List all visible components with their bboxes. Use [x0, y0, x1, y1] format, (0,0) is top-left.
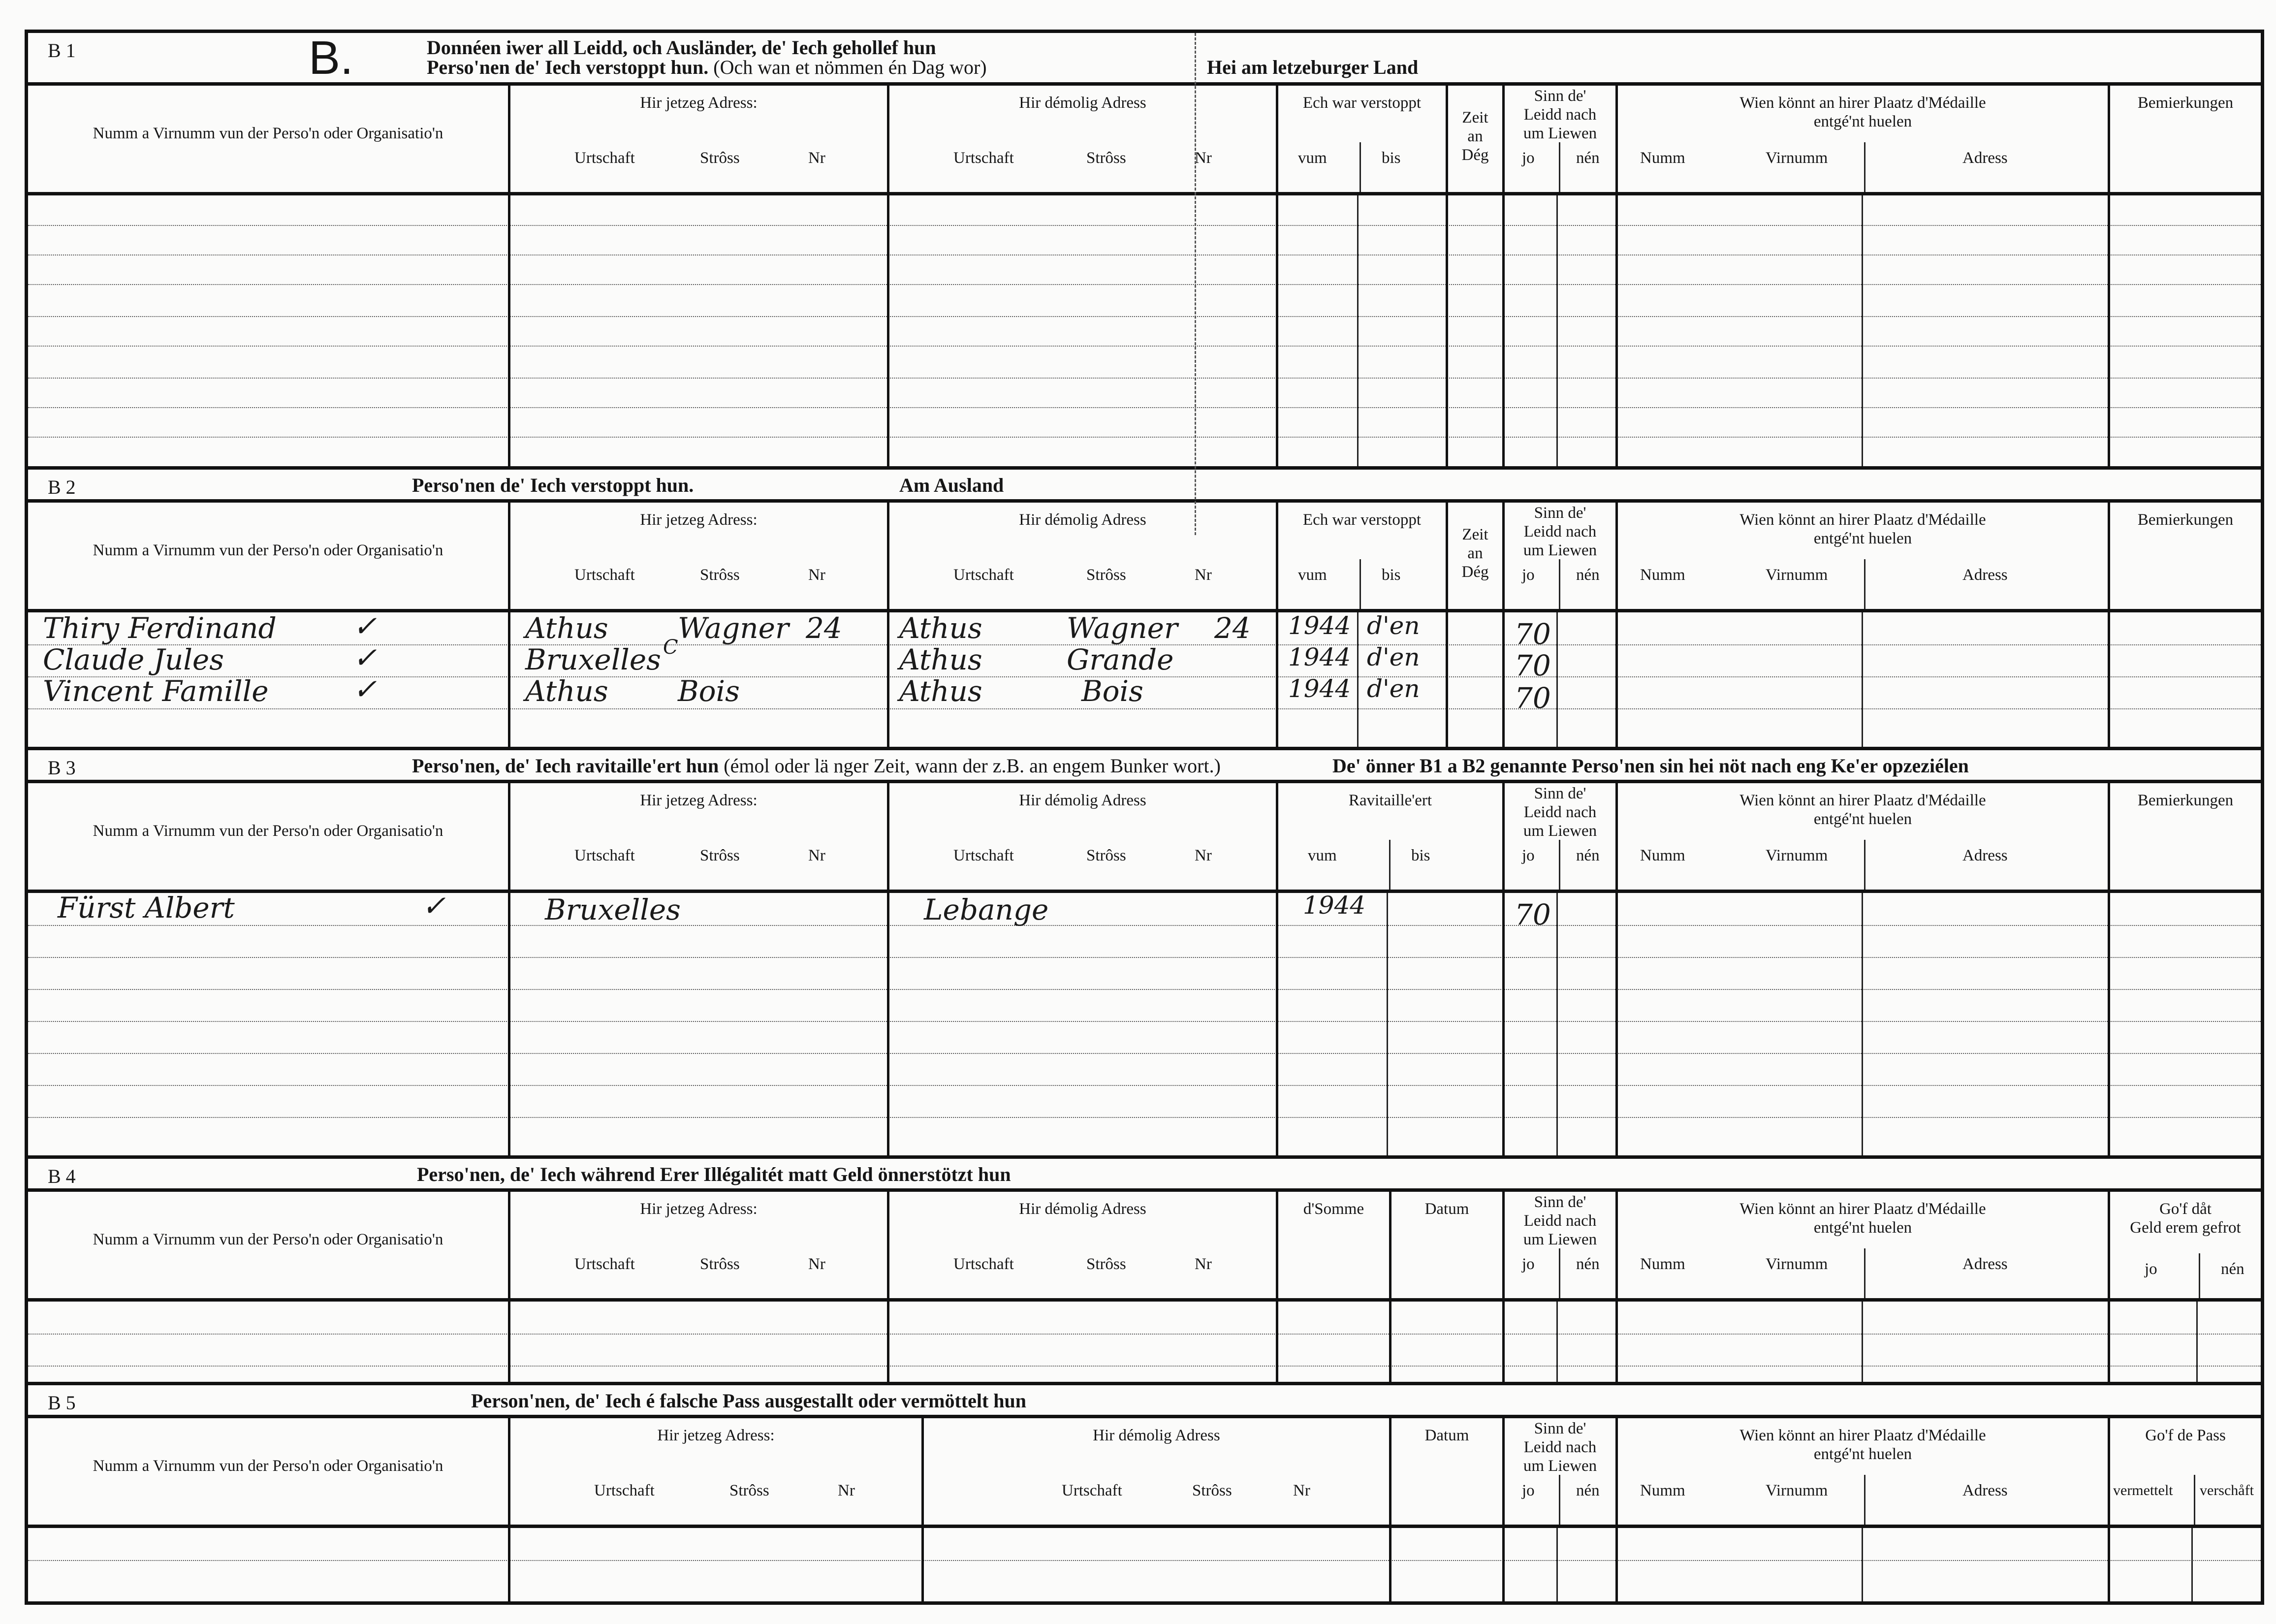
b1-h-medal2: entgé'nt huelen	[1813, 113, 1912, 130]
b2-row1-alive: 70	[1515, 617, 1551, 651]
b5-h-verschaft: verschåft	[2200, 1482, 2254, 1498]
b2-row2-name: Claude Jules	[43, 643, 224, 676]
b3-h-sinn2: Leidd nach	[1523, 803, 1597, 821]
b1-h-medal1: Wien könnt an hirer Plaatz d'Médaille	[1739, 94, 1986, 112]
b2-row2-to: d'en	[1367, 643, 1420, 671]
b4-rows	[28, 1302, 2261, 1385]
b2-row1-cur-street: Wagner	[678, 611, 789, 645]
b5-h-name: Numm a Virnumm vun der Perso'n oder Organisatio'n	[93, 1457, 443, 1475]
b5-h-adress: Adress	[1962, 1482, 2008, 1499]
b3-h-jo: jo	[1522, 847, 1535, 864]
b5-header	[28, 1415, 2261, 1528]
b3-row1-name: Fürst Albert	[58, 891, 235, 924]
b2-row2-prev-place: Athus	[899, 643, 982, 676]
b4-h-numm: Numm	[1640, 1255, 1685, 1273]
b4-h-cur-str: Strôss	[700, 1255, 740, 1273]
b4-h-geld-nen: nén	[2221, 1260, 2244, 1278]
section-b2-title: Perso'nen de' Iech verstoppt hun.	[412, 474, 694, 496]
b4-h-name: Numm a Virnumm vun der Perso'n oder Organisatio'n	[93, 1231, 443, 1248]
b3-h-medal2: entgé'nt huelen	[1813, 810, 1912, 828]
fold-line	[1195, 33, 1196, 535]
header-line1: Donnéen iwer all Leidd, och Ausländer, de' Iech gehollef hun	[427, 36, 936, 59]
b5-h-numm: Numm	[1640, 1482, 1685, 1499]
b2-row1-cur-nr: 24	[806, 611, 842, 645]
section-b3-title2: De' önner B1 a B2 genannte Perso'nen sin hei nöt nach eng Ke'er opzeziélen	[1332, 755, 1969, 777]
b1-h-jo: jo	[1522, 149, 1535, 167]
section-b4-title: Perso'nen, de' Iech während Erer Illégalitét matt Geld önnerstötzt hun	[417, 1163, 1011, 1185]
b2-h-cur-urt: Urtschaft	[574, 566, 635, 584]
b2-h-medal2: entgé'nt huelen	[1813, 530, 1912, 547]
b2-h-cur-nr: Nr	[808, 566, 825, 584]
b5-h-cur-str: Strôss	[729, 1482, 769, 1499]
b2-row1-cur-place: Athus	[525, 611, 608, 645]
b3-h-vum: vum	[1308, 847, 1337, 864]
b2-row3-prev-street: Bois	[1081, 674, 1143, 708]
b3-h-nen: nén	[1576, 847, 1600, 864]
b3-h-prev: Hir démolig Adress	[1019, 792, 1146, 809]
b3-row1-cur-place: Bruxelles	[545, 893, 681, 926]
b5-h-prev: Hir démolig Adress	[1093, 1427, 1220, 1444]
b1-h-cur-nr: Nr	[808, 149, 825, 167]
b2-row1-to: d'en	[1367, 611, 1420, 640]
b2-h-bemierk: Bemierkungen	[2137, 511, 2234, 529]
b3-h-sinn3: um Liewen	[1523, 822, 1597, 840]
b3-row1-prev-place: Lebange	[924, 893, 1049, 926]
b1-h-zeit2: an	[1467, 127, 1483, 145]
header-line2-bold: Perso'nen de' Iech verstoppt hun.	[427, 56, 709, 78]
b2-h-bis: bis	[1382, 566, 1401, 584]
b1-h-bis: bis	[1382, 149, 1401, 167]
b1-h-cur-urt: Urtschaft	[574, 149, 635, 167]
b4-h-medal2: entgé'nt huelen	[1813, 1219, 1912, 1237]
b5-h-prev-urt: Urtschaft	[1062, 1482, 1122, 1499]
b2-h-prev-str: Strôss	[1086, 566, 1126, 584]
b5-h-sinn1: Sinn de'	[1534, 1420, 1586, 1437]
section-b1-id: B 1	[48, 39, 76, 62]
section-b3	[28, 747, 2261, 1155]
b2-h-jo: jo	[1522, 566, 1535, 584]
b4-h-prev-nr: Nr	[1195, 1255, 1212, 1273]
b2-h-sinn3: um Liewen	[1523, 541, 1597, 559]
section-b4	[28, 1155, 2261, 1382]
b5-h-datum: Datum	[1424, 1427, 1469, 1444]
b4-h-sinn3: um Liewen	[1523, 1231, 1597, 1248]
b2-row3-cur-street: Bois	[678, 674, 740, 708]
b2-h-sinn2: Leidd nach	[1523, 523, 1597, 541]
b5-h-nen: nén	[1576, 1482, 1600, 1499]
b2-row1-prev-nr: 24	[1214, 611, 1251, 645]
b2-row3-check: ✓	[353, 672, 377, 706]
b1-header	[28, 82, 2261, 195]
b1-h-virnumm: Virnumm	[1766, 149, 1828, 167]
b1-h-prev-nr: Nr	[1195, 149, 1212, 167]
section-b5	[28, 1382, 2261, 1601]
b4-h-nen: nén	[1576, 1255, 1600, 1273]
b1-h-cur-str: Strôss	[700, 149, 740, 167]
b4-h-prev-str: Strôss	[1086, 1255, 1126, 1273]
b2-h-zeit3: Dég	[1461, 563, 1489, 581]
b2-row1-prev-place: Athus	[899, 611, 982, 645]
b3-h-ravit: Ravitaille'ert	[1348, 792, 1432, 809]
b2-h-cur: Hir jetzeg Adress:	[640, 511, 758, 529]
section-b2-title2: Am Ausland	[899, 474, 1004, 496]
b2-row3-name: Vincent Famille	[43, 674, 269, 708]
b5-h-vermettelt: vermettelt	[2113, 1482, 2173, 1498]
b3-row1-alive: 70	[1515, 898, 1551, 931]
b3-h-sinn1: Sinn de'	[1534, 785, 1586, 802]
b3-rows	[28, 889, 2261, 1159]
b5-h-medal2: entgé'nt huelen	[1813, 1445, 1912, 1463]
b5-h-cur-nr: Nr	[838, 1482, 855, 1499]
b3-h-cur: Hir jetzeg Adress:	[640, 792, 758, 809]
b2-h-zeit1: Zeit	[1462, 526, 1488, 543]
b1-h-sinn3: um Liewen	[1523, 125, 1597, 142]
b5-h-sinn3: um Liewen	[1523, 1457, 1597, 1475]
b4-h-sinn1: Sinn de'	[1534, 1193, 1586, 1211]
b5-h-jo: jo	[1522, 1482, 1535, 1499]
b2-row1-name: Thiry Ferdinand	[43, 611, 277, 645]
b2-row2-prev-street: Grande	[1067, 643, 1174, 676]
b5-h-prev-str: Strôss	[1192, 1482, 1232, 1499]
b4-h-geld1: Go'f dåt	[2159, 1200, 2212, 1218]
b1-h-prev-urt: Urtschaft	[953, 149, 1014, 167]
b4-h-prev-urt: Urtschaft	[953, 1255, 1014, 1273]
header-line2-tail: Hei am letzeburger Land	[1207, 56, 1419, 78]
b4-h-medal1: Wien könnt an hirer Plaatz d'Médaille	[1739, 1200, 1986, 1218]
b4-h-geld2: Geld erem gefrot	[2130, 1219, 2241, 1237]
b3-h-cur-str: Strôss	[700, 847, 740, 864]
b2-row3-alive: 70	[1515, 681, 1551, 715]
b3-h-bis: bis	[1411, 847, 1430, 864]
b3-h-cur-urt: Urtschaft	[574, 847, 635, 864]
form-letter: B.	[309, 32, 353, 84]
b1-h-sinn1: Sinn de'	[1534, 87, 1586, 105]
b4-h-cur-urt: Urtschaft	[574, 1255, 635, 1273]
b3-row1-from: 1944	[1303, 891, 1366, 920]
b1-h-prev-str: Strôss	[1086, 149, 1126, 167]
b1-h-cur: Hir jetzeg Adress:	[640, 94, 758, 112]
b5-h-sinn2: Leidd nach	[1523, 1438, 1597, 1456]
b3-h-cur-nr: Nr	[808, 847, 825, 864]
b2-row1-prev-street: Wagner	[1067, 611, 1178, 645]
b2-h-nen: nén	[1576, 566, 1600, 584]
b4-h-virnumm: Virnumm	[1766, 1255, 1828, 1273]
b2-h-prev-urt: Urtschaft	[953, 566, 1014, 584]
section-b2	[28, 466, 2261, 747]
b2-row2-check: ✓	[353, 641, 377, 674]
b5-h-prev-nr: Nr	[1293, 1482, 1310, 1499]
b1-h-bemierk: Bemierkungen	[2137, 94, 2234, 112]
section-b5-title: Person'nen, de' Iech é falsche Pass ausgestallt oder vermöttelt hun	[471, 1390, 1027, 1412]
section-b4-id: B 4	[48, 1165, 76, 1187]
b3-h-bemierk: Bemierkungen	[2137, 792, 2234, 809]
b4-h-cur-nr: Nr	[808, 1255, 825, 1273]
b2-row2-from: 1944	[1288, 643, 1351, 671]
b2-h-sinn1: Sinn de'	[1534, 504, 1586, 522]
b1-h-adress: Adress	[1962, 149, 2008, 167]
header-line2	[427, 56, 987, 79]
section-b3-title	[412, 754, 1221, 777]
b3-h-prev-urt: Urtschaft	[953, 847, 1014, 864]
b2-row3-from: 1944	[1288, 674, 1351, 703]
b2-row1-from: 1944	[1288, 611, 1351, 640]
b2-h-name: Numm a Virnumm vun der Perso'n oder Organisatio'n	[93, 541, 443, 559]
section-b5-id: B 5	[48, 1392, 76, 1414]
b1-h-numm: Numm	[1640, 149, 1685, 167]
b2-h-zeit2: an	[1467, 544, 1483, 562]
b3-h-numm: Numm	[1640, 847, 1685, 864]
b3-h-prev-nr: Nr	[1195, 847, 1212, 864]
b4-header	[28, 1188, 2261, 1302]
b4-h-sinn2: Leidd nach	[1523, 1212, 1597, 1230]
b5-h-medal1: Wien könnt an hirer Plaatz d'Médaille	[1739, 1427, 1986, 1444]
b3-header	[28, 780, 2261, 893]
b1-h-zeit3: Dég	[1461, 146, 1489, 164]
b4-h-somme: d'Somme	[1303, 1200, 1364, 1218]
b2-h-medal1: Wien könnt an hirer Plaatz d'Médaille	[1739, 511, 1986, 529]
b2-row2-cur-street: C	[663, 636, 678, 659]
b2-row2-alive: 70	[1515, 649, 1551, 682]
b1-h-nen: nén	[1576, 149, 1600, 167]
b2-h-hidden: Ech war verstoppt	[1302, 511, 1422, 529]
b2-row2-cur-place: Bruxelles	[525, 643, 661, 676]
b3-h-name: Numm a Virnumm vun der Perso'n oder Organisatio'n	[93, 822, 443, 840]
b3-h-medal1: Wien könnt an hirer Plaatz d'Médaille	[1739, 792, 1986, 809]
b2-row3-cur-place: Athus	[525, 674, 608, 708]
b3-row1-check: ✓	[422, 889, 446, 923]
b2-h-prev: Hir démolig Adress	[1019, 511, 1146, 529]
b2-h-cur-str: Strôss	[700, 566, 740, 584]
section-b3-title-note: (émol oder lä nger Zeit, wann der z.B. an engem Bunker wort.)	[724, 755, 1221, 777]
b1-h-name: Numm a Virnumm vun der Perso'n oder Organisatio'n	[93, 125, 443, 142]
b5-h-cur: Hir jetzeg Adress:	[657, 1427, 775, 1444]
b2-header	[28, 499, 2261, 612]
b1-h-vum: vum	[1298, 149, 1327, 167]
b5-h-pass: Go'f de Pass	[2145, 1427, 2226, 1444]
b2-h-adress: Adress	[1962, 566, 2008, 584]
b4-h-jo: jo	[1522, 1255, 1535, 1273]
b4-h-cur: Hir jetzeg Adress:	[640, 1200, 758, 1218]
b4-h-adress: Adress	[1962, 1255, 2008, 1273]
header-line2-rest: (Och wan et nömmen én Dag wor)	[713, 56, 987, 78]
b1-rows	[28, 195, 2261, 466]
b2-h-numm: Numm	[1640, 566, 1685, 584]
b3-h-prev-str: Strôss	[1086, 847, 1126, 864]
b2-h-prev-nr: Nr	[1195, 566, 1212, 584]
b3-h-virnumm: Virnumm	[1766, 847, 1828, 864]
section-b3-id: B 3	[48, 757, 76, 779]
form-page	[25, 30, 2264, 1605]
b4-h-prev: Hir démolig Adress	[1019, 1200, 1146, 1218]
b2-rows	[28, 609, 2261, 750]
b3-h-adress: Adress	[1962, 847, 2008, 864]
b2-row3-to: d'en	[1367, 674, 1420, 703]
b1-h-zeit1: Zeit	[1462, 109, 1488, 127]
b4-h-geld-jo: jo	[2145, 1260, 2157, 1278]
b5-h-cur-urt: Urtschaft	[594, 1482, 655, 1499]
b2-h-vum: vum	[1298, 566, 1327, 584]
b1-h-sinn2: Leidd nach	[1523, 106, 1597, 124]
b2-row3-prev-place: Athus	[899, 674, 982, 708]
b2-row1-check: ✓	[353, 609, 377, 643]
b5-rows	[28, 1528, 2261, 1601]
section-b3-title-main: Perso'nen, de' Iech ravitaille'ert hun	[412, 755, 719, 777]
b4-h-datum: Datum	[1424, 1200, 1469, 1218]
b2-h-virnumm: Virnumm	[1766, 566, 1828, 584]
b1-h-hidden: Ech war verstoppt	[1302, 94, 1422, 112]
section-b2-id: B 2	[48, 476, 76, 498]
b1-h-prev: Hir démolig Adress	[1019, 94, 1146, 112]
b5-h-virnumm: Virnumm	[1766, 1482, 1828, 1499]
section-b1	[28, 33, 2261, 466]
